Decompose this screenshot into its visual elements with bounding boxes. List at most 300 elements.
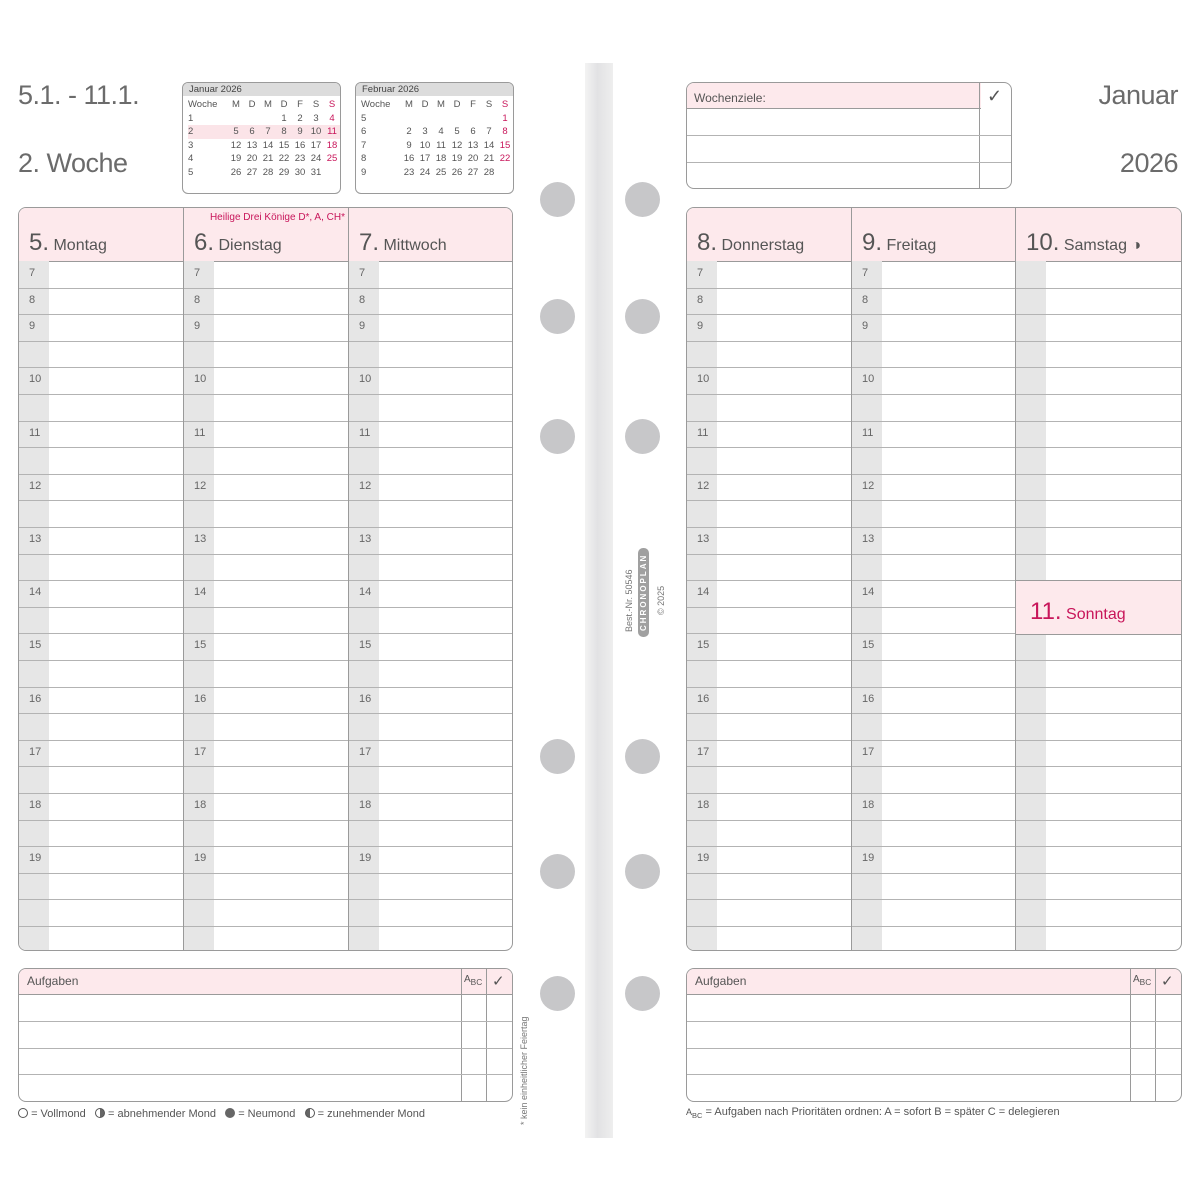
mini-calendar-row <box>361 112 513 126</box>
day-number: 6. <box>194 229 215 256</box>
schedule-line[interactable] <box>349 580 513 581</box>
calendar-day <box>417 112 433 126</box>
schedule-line[interactable] <box>349 447 513 448</box>
schedule-line[interactable] <box>687 341 851 342</box>
schedule-line[interactable] <box>184 288 349 289</box>
schedule-line[interactable] <box>349 713 513 714</box>
schedule-line[interactable] <box>687 873 851 874</box>
schedule-line[interactable] <box>349 314 513 315</box>
schedule-line[interactable] <box>349 554 513 555</box>
schedule-line[interactable] <box>19 846 183 847</box>
binder-hole <box>625 299 660 334</box>
week-number: Woche <box>188 99 218 110</box>
schedule-line[interactable] <box>349 740 513 741</box>
calendar-day: 12 <box>451 139 463 151</box>
schedule-line[interactable] <box>852 474 1016 475</box>
hour-label: 19 <box>359 852 372 865</box>
schedule-line[interactable] <box>687 500 851 501</box>
task-line[interactable] <box>19 1048 512 1049</box>
schedule-line[interactable] <box>687 580 851 581</box>
calendar-day: D <box>453 99 461 110</box>
calendar-day: 3 <box>313 112 319 124</box>
hour-label: 9 <box>359 320 366 333</box>
schedule-line[interactable] <box>19 820 183 821</box>
hour-label: 11 <box>29 426 41 439</box>
tasks-left <box>18 968 513 1102</box>
calendar-day: 8 <box>276 125 292 139</box>
calendar-day: 24 <box>310 153 322 165</box>
schedule-line[interactable] <box>1016 474 1182 475</box>
tasks-label: Aufgaben <box>27 974 79 988</box>
binder-hole <box>540 976 575 1011</box>
schedule-line[interactable] <box>19 740 183 741</box>
day-header <box>19 208 183 262</box>
hour-label: 13 <box>862 533 875 545</box>
schedule-line[interactable] <box>1016 341 1182 342</box>
schedule-line[interactable] <box>852 288 1016 289</box>
schedule-line[interactable] <box>349 500 513 501</box>
schedule-line[interactable] <box>852 607 1016 608</box>
schedule-line[interactable] <box>1016 500 1182 501</box>
tasks-header <box>19 969 512 995</box>
schedule-line[interactable] <box>687 607 851 608</box>
schedule-line[interactable] <box>1016 660 1182 661</box>
legend-waxing: = zunehmender Mond <box>317 1108 425 1120</box>
calendar-day: 20 <box>246 153 258 165</box>
schedule-line[interactable] <box>349 394 513 395</box>
schedule-line[interactable] <box>852 713 1016 714</box>
day-number: 11. <box>1030 598 1062 626</box>
schedule-line[interactable] <box>19 899 183 900</box>
calendar-day: 13 <box>467 139 479 151</box>
schedule-line[interactable] <box>1016 873 1182 874</box>
schedule-line[interactable] <box>184 394 349 395</box>
hour-label: 17 <box>29 745 42 758</box>
binder-hole <box>540 419 575 454</box>
hour-label: 13 <box>359 533 372 545</box>
schedule-line[interactable] <box>184 527 349 528</box>
calendar-day: 1 <box>281 112 287 124</box>
hour-label: 18 <box>697 799 710 811</box>
schedule-line[interactable] <box>852 873 1016 874</box>
schedule-line[interactable] <box>1016 367 1182 368</box>
schedule-line[interactable] <box>184 899 349 900</box>
day-name: Freitag <box>886 237 937 254</box>
schedule-line[interactable] <box>184 447 349 448</box>
goals-line[interactable] <box>687 162 1011 163</box>
calendar-day <box>497 166 513 180</box>
week-number: 7 <box>361 139 367 151</box>
calendar-day <box>260 112 276 126</box>
schedule-line[interactable] <box>349 474 513 475</box>
schedule-line[interactable] <box>687 447 851 448</box>
schedule-line[interactable] <box>19 580 183 581</box>
hour-label: 13 <box>29 533 42 545</box>
calendar-day: 2 <box>297 112 303 124</box>
schedule-line[interactable] <box>1016 687 1182 688</box>
day-column <box>19 208 183 950</box>
schedule-line[interactable] <box>19 527 183 528</box>
calendar-day: 5 <box>228 125 244 139</box>
calendar-day: 20 <box>467 153 479 165</box>
schedule-line[interactable] <box>687 899 851 900</box>
schedule-line[interactable] <box>687 554 851 555</box>
schedule-line[interactable] <box>184 713 349 714</box>
day-header <box>184 208 349 262</box>
schedule-line[interactable] <box>19 447 183 448</box>
schedule-line[interactable] <box>349 820 513 821</box>
binder-hole <box>540 182 575 217</box>
schedule-line[interactable] <box>184 820 349 821</box>
schedule-line[interactable] <box>349 899 513 900</box>
schedule-line[interactable] <box>349 687 513 688</box>
hour-label: 14 <box>862 586 875 599</box>
hour-label: 19 <box>697 852 710 865</box>
schedule-line[interactable] <box>349 926 513 927</box>
schedule-line[interactable] <box>349 421 513 422</box>
schedule-line[interactable] <box>184 766 349 767</box>
calendar-day: 22 <box>278 153 290 165</box>
task-line[interactable] <box>687 1074 1181 1075</box>
brand-logo: CHRONOPLAN <box>638 548 648 637</box>
binder-hole <box>540 299 575 334</box>
schedule-line[interactable] <box>184 660 349 661</box>
schedule-line[interactable] <box>19 633 183 634</box>
hour-label: 10 <box>862 373 875 386</box>
hour-label: 10 <box>697 373 710 386</box>
calendar-day <box>244 112 260 126</box>
task-line[interactable] <box>687 1021 1181 1022</box>
day-column <box>183 208 349 950</box>
schedule-line[interactable] <box>19 660 183 661</box>
schedule-line[interactable] <box>852 687 1016 688</box>
mini-calendar-row <box>361 98 513 112</box>
calendar-day: 16 <box>403 153 415 165</box>
hour-label: 7 <box>862 267 869 279</box>
schedule-line[interactable] <box>184 926 349 927</box>
mini-calendar-row <box>188 125 340 139</box>
schedule-line[interactable] <box>687 660 851 661</box>
mini-calendar-row <box>188 166 340 180</box>
calendar-day: 6 <box>244 125 260 139</box>
mini-calendar-grid <box>188 98 340 180</box>
hour-label: 12 <box>29 479 42 492</box>
check-icon: ✓ <box>492 973 505 990</box>
schedule-line[interactable] <box>349 367 513 368</box>
schedule-line[interactable] <box>852 793 1016 794</box>
week-number: 1 <box>188 112 194 124</box>
week-number: 3 <box>188 139 194 151</box>
schedule-line[interactable] <box>852 740 1016 741</box>
schedule-line[interactable] <box>1016 447 1182 448</box>
schedule-line[interactable] <box>184 740 349 741</box>
schedule-line[interactable] <box>852 846 1016 847</box>
task-line[interactable] <box>19 1021 512 1022</box>
copyright: © 2025 <box>656 585 666 615</box>
tasks-divider <box>461 969 462 1101</box>
schedule-line[interactable] <box>19 766 183 767</box>
schedule-line[interactable] <box>349 527 513 528</box>
schedule-line[interactable] <box>184 846 349 847</box>
day-name: Donnerstag <box>721 237 805 254</box>
schedule-line[interactable] <box>852 394 1016 395</box>
schedule-line[interactable] <box>852 766 1016 767</box>
schedule-line[interactable] <box>852 447 1016 448</box>
schedule-line[interactable] <box>19 288 183 289</box>
hour-label: 8 <box>29 293 36 306</box>
hour-label: 19 <box>29 852 42 865</box>
schedule-line[interactable] <box>349 660 513 661</box>
schedule-line[interactable] <box>687 367 851 368</box>
hour-label: 15 <box>194 639 207 652</box>
schedule-line[interactable] <box>1016 527 1182 528</box>
schedule-line[interactable] <box>184 341 349 342</box>
calendar-day: S <box>485 99 493 110</box>
day-number: 5. <box>29 229 50 256</box>
hour-label: 16 <box>29 692 42 705</box>
calendar-day: 18 <box>326 139 338 151</box>
day-name: Samstag <box>1063 237 1127 254</box>
check-icon: ✓ <box>1161 973 1174 990</box>
priority-legend <box>686 1106 1060 1120</box>
schedule-line[interactable] <box>19 713 183 714</box>
month-label: Januar <box>1098 80 1178 110</box>
hour-label: 17 <box>862 745 875 758</box>
right-day-schedule <box>686 207 1182 951</box>
calendar-day: 9 <box>406 139 412 151</box>
day-header <box>349 208 513 262</box>
binder-hole <box>625 976 660 1011</box>
schedule-line[interactable] <box>19 421 183 422</box>
schedule-line[interactable] <box>184 793 349 794</box>
schedule-line[interactable] <box>184 314 349 315</box>
hour-label: 18 <box>194 799 207 811</box>
day-column <box>348 208 513 950</box>
day-header <box>1016 208 1182 262</box>
hour-label: 13 <box>194 533 207 545</box>
schedule-line[interactable] <box>19 394 183 395</box>
schedule-line[interactable] <box>184 474 349 475</box>
calendar-day: 14 <box>262 139 274 151</box>
schedule-line[interactable] <box>184 500 349 501</box>
day-number: 7. <box>359 229 380 256</box>
schedule-line[interactable] <box>19 474 183 475</box>
schedule-line[interactable] <box>1016 314 1182 315</box>
schedule-line[interactable] <box>687 288 851 289</box>
hour-label: 9 <box>697 320 704 333</box>
hour-label: 12 <box>194 479 207 492</box>
schedule-line[interactable] <box>687 766 851 767</box>
calendar-day <box>481 112 497 126</box>
schedule-line[interactable] <box>1016 846 1182 847</box>
goals-line[interactable] <box>687 135 1011 136</box>
schedule-line[interactable] <box>852 527 1016 528</box>
schedule-line[interactable] <box>1016 288 1182 289</box>
week-number: 8 <box>361 153 367 165</box>
schedule-line[interactable] <box>184 633 349 634</box>
calendar-day: M <box>437 99 445 110</box>
task-line[interactable] <box>687 1048 1181 1049</box>
abc-icon: $A_{BC}$ <box>464 974 483 987</box>
calendar-day <box>228 112 244 126</box>
schedule-line[interactable] <box>852 554 1016 555</box>
schedule-line[interactable] <box>852 314 1016 315</box>
schedule-line[interactable] <box>687 846 851 847</box>
schedule-line[interactable] <box>19 687 183 688</box>
schedule-line[interactable] <box>349 793 513 794</box>
schedule-line[interactable] <box>19 793 183 794</box>
schedule-line[interactable] <box>1016 713 1182 714</box>
schedule-line[interactable] <box>852 899 1016 900</box>
schedule-line[interactable] <box>184 687 349 688</box>
calendar-day: 26 <box>230 166 242 178</box>
hour-label: 12 <box>862 479 875 492</box>
schedule-line[interactable] <box>19 341 183 342</box>
mini-calendar-row <box>188 98 340 112</box>
hour-label: 12 <box>697 479 710 492</box>
hour-label: 15 <box>862 639 875 652</box>
week-number: 6 <box>361 126 367 138</box>
schedule-line[interactable] <box>687 687 851 688</box>
calendar-day: 17 <box>419 153 431 165</box>
hour-label: 8 <box>194 293 201 306</box>
tasks-header <box>687 969 1181 995</box>
calendar-day: 18 <box>435 153 447 165</box>
schedule-line[interactable] <box>349 341 513 342</box>
calendar-day: 2 <box>406 126 412 138</box>
day-number: 9. <box>862 229 883 256</box>
schedule-line[interactable] <box>687 394 851 395</box>
schedule-line[interactable] <box>1016 766 1182 767</box>
schedule-line[interactable] <box>349 607 513 608</box>
schedule-line[interactable] <box>19 554 183 555</box>
calendar-day: D <box>248 99 256 110</box>
schedule-line[interactable] <box>1016 421 1182 422</box>
week-number: Woche <box>361 99 391 110</box>
calendar-day: 17 <box>310 139 322 151</box>
schedule-line[interactable] <box>19 607 183 608</box>
mini-calendar-row <box>361 139 513 153</box>
schedule-line[interactable] <box>19 500 183 501</box>
calendar-day: 23 <box>294 153 306 165</box>
calendar-day: D <box>421 99 429 110</box>
calendar-day: 3 <box>422 126 428 138</box>
schedule-line[interactable] <box>687 713 851 714</box>
schedule-line[interactable] <box>19 873 183 874</box>
task-line[interactable] <box>19 1074 512 1075</box>
calendar-day: D <box>280 99 288 110</box>
mini-calendar-title: Februar 2026 <box>356 83 513 96</box>
schedule-line[interactable] <box>1016 740 1182 741</box>
hour-label: 17 <box>194 745 207 758</box>
calendar-day: 5 <box>454 126 460 138</box>
schedule-line[interactable] <box>184 580 349 581</box>
schedule-line[interactable] <box>349 846 513 847</box>
waning-moon-icon <box>95 1108 105 1118</box>
mini-calendar-row <box>188 112 340 126</box>
calendar-day: 26 <box>451 166 463 178</box>
legend-full: = Vollmond <box>31 1108 86 1120</box>
schedule-line[interactable] <box>687 314 851 315</box>
calendar-day: 8 <box>502 126 508 138</box>
schedule-line[interactable] <box>184 873 349 874</box>
tasks-divider <box>1130 969 1131 1101</box>
schedule-line[interactable] <box>687 633 851 634</box>
calendar-day: 19 <box>451 153 463 165</box>
calendar-day <box>401 112 417 126</box>
schedule-line[interactable] <box>687 474 851 475</box>
schedule-line[interactable] <box>852 820 1016 821</box>
calendar-day: F <box>297 99 303 110</box>
weekly-goals-label: Wochenziele: <box>694 91 766 105</box>
schedule-line[interactable] <box>1016 554 1182 555</box>
schedule-line[interactable] <box>852 421 1016 422</box>
hour-label: 7 <box>29 267 36 279</box>
schedule-line[interactable] <box>687 421 851 422</box>
hour-label: 8 <box>359 293 366 306</box>
calendar-day: 9 <box>292 125 308 139</box>
schedule-line[interactable] <box>852 926 1016 927</box>
schedule-line[interactable] <box>349 288 513 289</box>
hour-label: 11 <box>359 426 371 439</box>
schedule-line[interactable] <box>687 926 851 927</box>
schedule-line[interactable] <box>687 527 851 528</box>
hour-label: 17 <box>697 745 710 758</box>
calendar-day: 27 <box>246 166 258 178</box>
calendar-day <box>465 112 481 126</box>
schedule-line[interactable] <box>19 367 183 368</box>
schedule-line[interactable] <box>687 740 851 741</box>
schedule-line[interactable] <box>19 314 183 315</box>
hour-label: 12 <box>359 479 372 492</box>
binder-hole <box>625 739 660 774</box>
schedule-line[interactable] <box>1016 899 1182 900</box>
mini-calendar-row <box>361 125 513 139</box>
schedule-line[interactable] <box>852 341 1016 342</box>
schedule-line[interactable] <box>852 580 1016 581</box>
schedule-line[interactable] <box>349 873 513 874</box>
schedule-line[interactable] <box>184 367 349 368</box>
schedule-line[interactable] <box>184 554 349 555</box>
day-column <box>687 208 851 950</box>
schedule-line[interactable] <box>1016 926 1182 927</box>
schedule-line[interactable] <box>687 793 851 794</box>
schedule-line[interactable] <box>349 766 513 767</box>
schedule-line[interactable] <box>687 820 851 821</box>
binder-hole <box>625 419 660 454</box>
schedule-line[interactable] <box>1016 793 1182 794</box>
calendar-day: 22 <box>499 153 511 165</box>
hour-label: 14 <box>194 586 207 599</box>
schedule-line[interactable] <box>852 660 1016 661</box>
schedule-line[interactable] <box>852 500 1016 501</box>
footnote: * kein einheitlicher Feiertag <box>519 1016 529 1125</box>
schedule-line[interactable] <box>349 633 513 634</box>
day-name: Mittwoch <box>383 237 447 254</box>
day-header <box>852 208 1016 262</box>
schedule-line[interactable] <box>19 926 183 927</box>
calendar-day: 4 <box>438 126 444 138</box>
schedule-line[interactable] <box>1016 394 1182 395</box>
schedule-line[interactable] <box>852 633 1016 634</box>
schedule-line[interactable] <box>852 367 1016 368</box>
schedule-line[interactable] <box>184 421 349 422</box>
schedule-line[interactable] <box>1016 820 1182 821</box>
hour-label: 15 <box>29 639 42 652</box>
binder-hole <box>540 854 575 889</box>
schedule-line[interactable] <box>184 607 349 608</box>
mini-calendar-row <box>361 166 513 180</box>
